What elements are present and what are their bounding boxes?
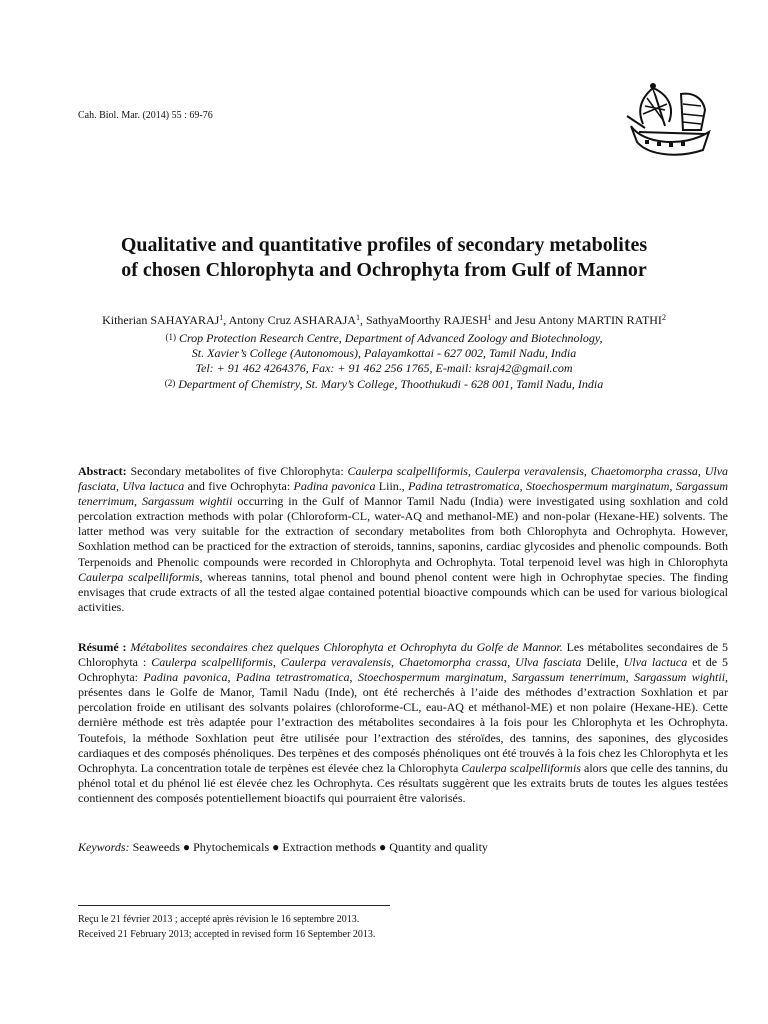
affiliation-1-line-3: Tel: + 91 462 4264376, Fax: + 91 462 256 1765, E-mail: ksraj42@gmail.com xyxy=(195,361,573,375)
affiliation-1-line-1 xyxy=(40,330,728,346)
ship-logo-icon xyxy=(623,80,715,160)
author-affil-sup: 1 xyxy=(219,313,224,322)
author-list xyxy=(40,313,728,328)
species-name: Caulerpa veravalensis xyxy=(474,464,584,478)
resume-text: alors que celle des tannins, du phénol total et du phénol lié est élevée chez les Ochrophyta. Ces résultats suggèrent que les extraits bruts de toutes les algues testées contiennent des composés potentiellement bioactifs qui pourraient être valorisés. xyxy=(78,760,729,805)
resume-text: , xyxy=(507,655,516,670)
species-name: Sargassum tenerrimum xyxy=(512,670,626,685)
keywords xyxy=(78,840,728,855)
species-name: Ulva lactuca xyxy=(623,655,688,670)
resume-text: , xyxy=(272,655,281,670)
affiliation-marker: (1) xyxy=(165,332,176,342)
affiliation-text: Department of Chemistry, St. Mary’s College, Thoothukudi - 628 001, Tamil Nadu, India xyxy=(178,377,604,391)
keywords-label: Keywords: xyxy=(78,840,130,854)
resume-text: et de 5 Ochrophyta: xyxy=(78,655,729,685)
abstract-text: Liin., xyxy=(375,479,409,494)
journal-citation: Cah. Biol. Mar. (2014) 55 : 69-76 xyxy=(78,110,213,121)
abstract-text: , xyxy=(116,479,123,494)
species-name: Caulerpa scalpelliformis xyxy=(461,760,581,775)
abstract-text: , xyxy=(519,479,526,494)
resume-text: , xyxy=(349,670,358,685)
received-dates xyxy=(78,912,375,942)
author-separator: , xyxy=(359,313,366,327)
author-separator: , xyxy=(223,313,229,327)
abstract-text: , xyxy=(583,464,591,478)
species-name: Stoechospermum marginatum xyxy=(525,479,670,494)
abstract-text: , xyxy=(669,479,676,494)
author-separator: and xyxy=(491,313,515,327)
abstract xyxy=(78,464,728,615)
abstract-text: occurring in the Gulf of Mannor Tamil Nadu (India) were investigated using soxhlation and cold percolation extraction methods with polar (Chloroform-CL, water-AQ and methanol-ME) and non-polar (Hexane-HE) solvents. The latter method was very suitable for the extraction of secondary metabolites from both Chlorophyta and Ochrophyta. However, Soxhlation method can be practiced for the extraction of steroids, tannins, saponins, cardiac glycosides and phenolic compounds. Both Terpenoids and Phenolic compounds were recorded in Chlorophyta and Ochrophyta. Total terpenoid level was high in Chlorophyta xyxy=(78,494,728,569)
abstract-text: , xyxy=(134,494,142,509)
resume-text: Les métabolites secondaires de 5 Chlorophyta : xyxy=(78,640,729,670)
affiliation-2-line-1 xyxy=(40,376,728,392)
resume-title: Métabolites secondaires chez quelques Chlorophyta et Ochrophyta du Golfe de Mannor. xyxy=(126,640,563,654)
resume-text: , présentes dans le Golfe de Manor, Tamil Nadu (Inde), ont été recherchés à l’aide des méthodes d’extraction Soxhlation et par percolation froide en utilisant des solvants polaires (chloroforme-CL, eau-AQ et méthanol-ME) et non polaire (Hexane-HE). Cette dernière méthode est très adaptée pour l’extraction des métabolites secondaires à la fois pour les Chlorophyta et les Ochrophyta. Toutefois, la méthode Soxhlation peut être utilisée pour l’extraction des stéroïdes, des tannins, des saponines, des glycosides cardiaques et des composés phénoliques. Des terpènes et des composés phénoliques ont été trouvés à la fois chez les Chlorophyta et les Ochrophyta. La concentration totale de terpènes est élevée chez la Chlorophyta xyxy=(78,670,729,775)
species-name: Sargassum wightii xyxy=(634,670,726,685)
resume-text: , xyxy=(503,670,512,685)
species-name: Ulva fasciata xyxy=(78,464,729,494)
species-name: Ulva lactuca xyxy=(122,479,185,494)
species-name: Caulerpa scalpelliformis xyxy=(78,569,200,584)
species-name: Caulerpa veravalensis xyxy=(280,655,392,670)
species-name: Ulva fasciata xyxy=(515,655,582,670)
species-name: Sargassum tenerrimum xyxy=(78,479,729,509)
keywords-text: Seaweeds ● Phytochemicals ● Extraction methods ● Quantity and quality xyxy=(129,840,488,854)
abstract-text: , whereas tannins, total phenol and bound phenol content were high in Ochrophytae species. The finding envisages that crude extracts of all the tested algae contained potential bioactive compounds which can be used for various biological activities. xyxy=(78,569,728,614)
title-line-2: of chosen Chlorophyta and Ochrophyta from Gulf of Mannor xyxy=(121,259,647,281)
resume-text: , xyxy=(391,655,399,670)
resume-label: Résumé : xyxy=(78,640,127,654)
footnote-divider xyxy=(78,905,390,906)
species-name: Chaetomorpha crassa xyxy=(590,464,698,478)
species-name: Chaetomorpha crassa xyxy=(398,655,508,670)
species-name: Caulerpa scalpelliformis xyxy=(151,655,273,670)
author-affil-sup: 1 xyxy=(487,313,492,322)
abstract-text: and five Ochrophyta: xyxy=(184,479,294,494)
author-affil-sup: 1 xyxy=(355,313,360,322)
title-line-1: Qualitative and quantitative profiles of secondary metabolites xyxy=(120,234,648,256)
paper-title xyxy=(60,233,708,283)
resume xyxy=(78,640,728,806)
resume-text: , xyxy=(227,670,236,685)
received-fr: Reçu le 21 février 2013 ; accepté après révision le 16 septembre 2013. xyxy=(78,914,360,925)
resume-text: Delile, xyxy=(581,655,624,670)
abstract-text: Secondary metabolites of five Chlorophyta: xyxy=(126,464,348,478)
author-name: Kitherian SAHAYARAJ xyxy=(102,313,220,327)
author-affil-sup: 2 xyxy=(661,313,666,322)
affiliation-1-line-2: St. Xavier’s College (Autonomous), Palayamkottai - 627 002, Tamil Nadu, India xyxy=(191,346,577,360)
species-name: Padina pavonica xyxy=(293,479,376,494)
species-name: Padina pavonica xyxy=(143,670,228,685)
species-name: Sargassum wightii xyxy=(141,494,233,509)
affiliation-text: Crop Protection Research Centre, Department of Advanced Zoology and Biotechnology, xyxy=(178,331,603,345)
abstract-label: Abstract: xyxy=(78,464,127,478)
species-name: Padina tetrastromatica xyxy=(408,479,520,494)
author-name: Jesu Antony MARTIN RATHI xyxy=(514,313,662,327)
affiliation-marker: (2) xyxy=(164,378,176,388)
author-name: SathyaMoorthy RAJESH xyxy=(365,313,488,327)
abstract-text: , xyxy=(697,464,705,478)
abstract-text: , xyxy=(467,464,475,478)
resume-text: , xyxy=(625,670,635,685)
affiliations xyxy=(40,330,728,392)
author-name: Antony Cruz ASHARAJA xyxy=(228,313,356,327)
species-name: Padina tetrastromatica xyxy=(235,670,350,685)
species-name: Stoechospermum marginatum xyxy=(357,670,504,685)
species-name: Caulerpa scalpelliformis xyxy=(347,464,468,478)
received-en: Received 21 February 2013; accepted in revised form 16 September 2013. xyxy=(78,929,376,940)
